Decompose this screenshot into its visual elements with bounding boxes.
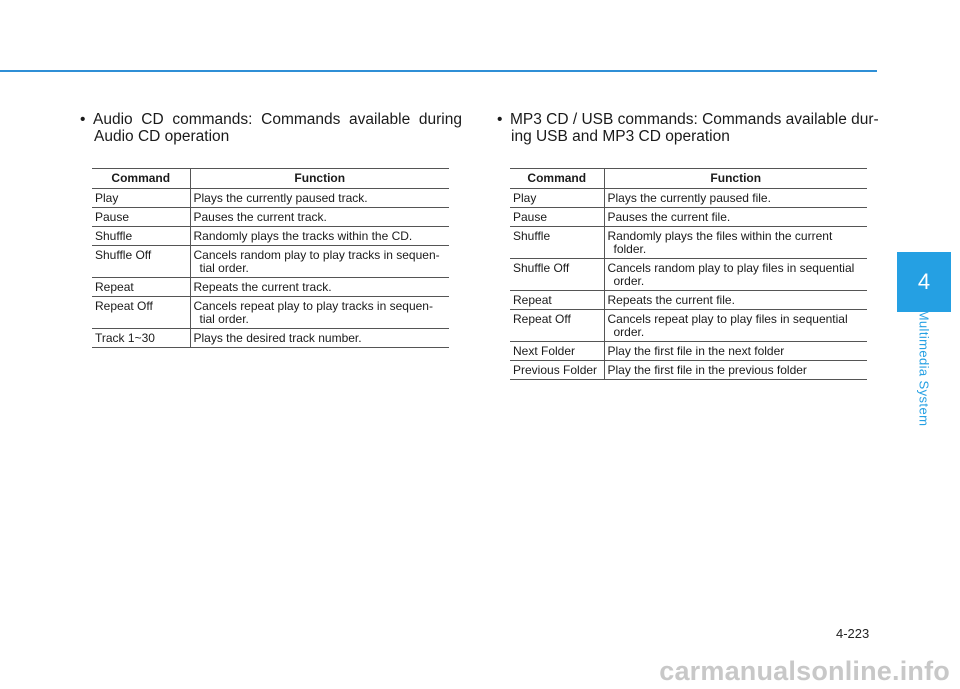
command-cell: Repeat Off <box>92 297 190 329</box>
command-cell: Repeat <box>92 278 190 297</box>
command-cell: Repeat <box>510 291 604 310</box>
table-row <box>92 208 449 227</box>
page-number: 4-223 <box>836 626 870 641</box>
table-row <box>510 227 867 259</box>
function-text: Play the first file in the next folder <box>607 344 785 358</box>
table-row <box>510 291 867 310</box>
mp3-usb-intro <box>497 111 882 145</box>
function-text: Play the first file in the previous folder <box>607 363 807 377</box>
function-text: Cancels random play to play tracks in sequen- <box>193 248 440 262</box>
function-cell <box>604 227 867 259</box>
function-text: Repeats the current file. <box>607 293 735 307</box>
header-rule <box>0 70 877 72</box>
function-text-cont: tial order. <box>199 261 249 275</box>
function-text: Randomly plays the tracks within the CD. <box>193 229 413 243</box>
chapter-tab <box>897 252 951 312</box>
function-cell <box>604 208 867 227</box>
function-cell <box>604 189 867 208</box>
function-cell <box>190 329 449 348</box>
function-text: Cancels random play to play files in sequential <box>607 261 855 275</box>
table-header-row <box>92 169 449 189</box>
function-cell <box>604 342 867 361</box>
table-row <box>92 189 449 208</box>
command-cell: Pause <box>510 208 604 227</box>
function-text: Repeats the current track. <box>193 280 332 294</box>
function-cell <box>190 208 449 227</box>
function-text-cont: folder. <box>613 242 647 256</box>
column-header-function: Function <box>604 169 867 189</box>
function-text: Cancels repeat play to play files in sequential <box>607 312 848 326</box>
table-row <box>92 278 449 297</box>
function-text: Randomly plays the files within the current <box>607 229 833 243</box>
table-row <box>510 310 867 342</box>
bullet: • <box>497 111 503 128</box>
function-text: Pauses the current file. <box>607 210 731 224</box>
command-cell: Shuffle <box>510 227 604 259</box>
function-text-cont: order. <box>613 325 645 339</box>
function-cell <box>604 291 867 310</box>
function-cell <box>190 189 449 208</box>
command-cell: Previous Folder <box>510 361 604 380</box>
command-cell: Pause <box>92 208 190 227</box>
function-text: Cancels repeat play to play tracks in sequen- <box>193 299 433 313</box>
function-cell <box>604 259 867 291</box>
function-cell <box>604 361 867 380</box>
audio-cd-intro-line1: Audio CD commands: Commands available during <box>93 111 462 128</box>
table-header-row <box>510 169 867 189</box>
command-cell: Shuffle Off <box>510 259 604 291</box>
function-text-cont: tial order. <box>199 312 249 326</box>
table-row <box>510 189 867 208</box>
audio-cd-intro-line2: Audio CD operation <box>94 128 230 145</box>
command-cell: Shuffle Off <box>92 246 190 278</box>
column-header-command: Command <box>92 169 190 189</box>
mp3-usb-intro-line2: ing USB and MP3 CD operation <box>511 128 730 145</box>
watermark: carmanualsonline.info <box>659 656 950 686</box>
mp3-usb-commands-table <box>510 168 867 380</box>
table-row <box>510 342 867 361</box>
audio-cd-commands-table <box>92 168 449 348</box>
column-header-command: Command <box>510 169 604 189</box>
column-header-function: Function <box>190 169 449 189</box>
table-row <box>510 208 867 227</box>
chapter-number: 4 <box>917 269 931 294</box>
bullet: • <box>80 111 86 128</box>
audio-cd-intro <box>80 111 462 145</box>
chapter-name: Multimedia System <box>916 309 932 427</box>
table-row <box>510 361 867 380</box>
command-cell: Track 1~30 <box>92 329 190 348</box>
function-text: Plays the currently paused track. <box>193 191 368 205</box>
table-row <box>510 259 867 291</box>
function-cell <box>190 227 449 246</box>
command-cell: Next Folder <box>510 342 604 361</box>
command-cell: Repeat Off <box>510 310 604 342</box>
function-cell <box>190 297 449 329</box>
function-text-cont: order. <box>613 274 645 288</box>
function-cell <box>190 278 449 297</box>
function-text: Plays the currently paused file. <box>607 191 771 205</box>
table-row <box>92 297 449 329</box>
table-row <box>92 227 449 246</box>
function-text: Pauses the current track. <box>193 210 327 224</box>
function-cell <box>604 310 867 342</box>
table-row <box>92 246 449 278</box>
command-cell: Shuffle <box>92 227 190 246</box>
command-cell: Play <box>510 189 604 208</box>
function-cell <box>190 246 449 278</box>
table-row <box>92 329 449 348</box>
mp3-usb-intro-line1: MP3 CD / USB commands: Commands available dur- <box>510 111 879 128</box>
function-text: Plays the desired track number. <box>193 331 362 345</box>
command-cell: Play <box>92 189 190 208</box>
